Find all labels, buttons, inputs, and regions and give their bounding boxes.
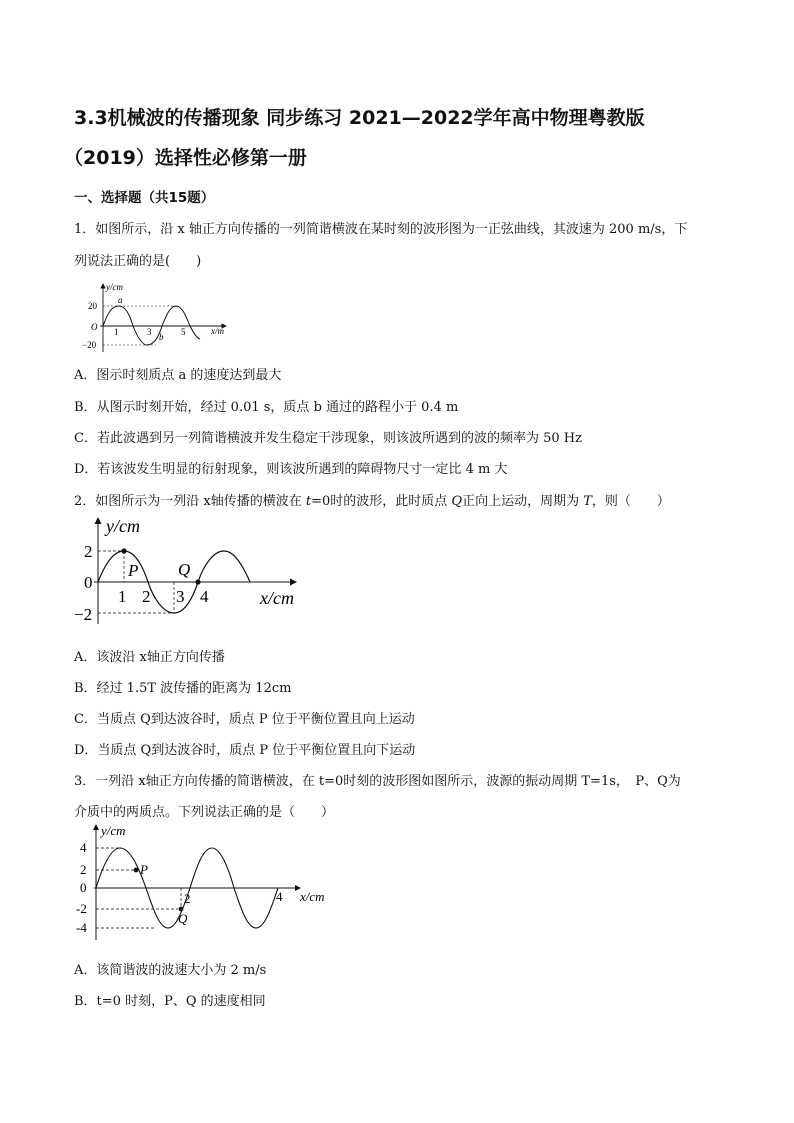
q2-stem-T: T — [583, 494, 592, 509]
q2-stem — [74, 490, 670, 509]
q2-y-zero-label: 0 — [84, 573, 93, 592]
q2-stem-t: t — [305, 494, 312, 509]
q2-y-label: y/cm — [106, 516, 140, 536]
q1-option-d: D．若该波发生明显的衍射现象，则该波所遇到的障碍物尺寸一定比 4 m 大 — [74, 462, 508, 477]
q1-option-a: A．图示时刻质点 a 的速度达到最大 — [74, 368, 282, 383]
q3-q-label: Q — [178, 911, 188, 926]
title-line-1: 3.3机械波的传播现象 同步练习 2021—2022学年高中物理粤教版 — [74, 107, 645, 129]
q3-wave-figure — [74, 820, 344, 944]
q2-x4-label: 4 — [200, 587, 209, 606]
q3-option-b: B．t=0 时刻，P、Q 的速度相同 — [74, 994, 266, 1009]
q2-x1-label: 1 — [118, 587, 127, 606]
q1-wave-curve — [103, 306, 200, 345]
q2-option-c: C．当质点 Q到达波谷时，质点 P 位于平衡位置且向上运动 — [74, 712, 415, 727]
q2-stem-part-1: 2．如图所示为一列沿 x轴传播的横波在 — [74, 494, 306, 509]
q2-y-bottom-label: −2 — [74, 605, 93, 624]
q1-y-bottom-label: −20 — [82, 340, 97, 350]
q2-option-b: B．经过 1.5T 波传播的距离为 12cm — [74, 681, 292, 696]
q3-x-label: x/cm — [300, 889, 325, 904]
q3-x4-label: 4 — [276, 889, 283, 904]
q1-x-label: x/m — [211, 326, 224, 336]
q2-p-label: P — [128, 561, 139, 580]
q2-point-q — [195, 579, 200, 584]
q2-y-top-label: 2 — [84, 542, 93, 561]
q1-y-label: y/cm — [106, 282, 123, 292]
q3-y4-label: 4 — [80, 840, 87, 855]
q1-option-c: C．若此波遇到另一列简谐横波并发生稳定干涉现象，则该波所遇到的波的频率为 50 Hz — [74, 431, 582, 446]
q3-p-label: P — [140, 862, 148, 877]
q2-stem-q: Q — [451, 494, 463, 509]
q3-y2-label: 2 — [80, 862, 87, 877]
q3-x2-label: 2 — [184, 891, 191, 906]
q2-option-a: A．该波沿 x轴正方向传播 — [74, 650, 225, 665]
q3-stem-line-1: 3．一列沿 x轴正方向传播的简谐横波，在 t=0时刻的波形图如图所示，波源的振动周期 T=1s， P、Q为 — [74, 774, 681, 789]
q2-wave-figure — [74, 512, 314, 630]
q1-x1-label: 1 — [114, 327, 119, 337]
q3-stem-line-2: 介质中的两质点。下列说法正确的是（ ） — [74, 805, 335, 820]
q1-point-a-label: a — [118, 295, 123, 305]
q3-option-a: A．该简谐波的波速大小为 2 m/s — [74, 963, 267, 978]
q1-stem-line-2: 列说法正确的是( ) — [74, 254, 202, 269]
q2-stem-part-3: 正向上运动，周期为 — [462, 494, 584, 509]
q2-point-p — [121, 548, 126, 553]
q1-option-b: B．从图示时刻开始，经过 0.01 s，质点 b 通过的路程小于 0.4 m — [74, 400, 459, 415]
q1-origin-label: O — [91, 322, 98, 332]
q1-point-b-label: b — [159, 332, 164, 342]
q2-q-label: Q — [178, 560, 191, 579]
q3-ym2-label: -2 — [76, 901, 87, 916]
q1-x5-label: 5 — [181, 327, 186, 337]
q3-y0-label: 0 — [80, 880, 87, 895]
q2-x2-label: 2 — [142, 587, 151, 606]
q3-y-label: y/cm — [101, 823, 126, 838]
q3-ym4-label: -4 — [76, 920, 87, 935]
q1-wave-figure — [74, 276, 244, 358]
page-title — [64, 98, 734, 178]
q2-option-d: D．当质点 Q到达波谷时，质点 P 位于平衡位置且向下运动 — [74, 743, 416, 758]
q2-x-label: x/cm — [260, 588, 294, 608]
q2-stem-part-2: =0时的波形，此时质点 — [311, 494, 452, 509]
q1-x3-label: 3 — [147, 327, 152, 337]
q1-y-top-label: 20 — [88, 301, 97, 311]
section-heading: 一、选择题（共15题） — [74, 190, 215, 206]
q1-stem-line-1: 1．如图所示，沿 x 轴正方向传播的一列简谐横波在某时刻的波形图为一正弦曲线，其波速为 200 m/s，下 — [74, 222, 688, 237]
q2-stem-part-4: ，则（ ） — [591, 494, 670, 509]
q2-x3-label: 3 — [176, 587, 185, 606]
q3-point-p — [134, 868, 139, 873]
title-line-2: （2019）选择性必修第一册 — [64, 147, 307, 169]
